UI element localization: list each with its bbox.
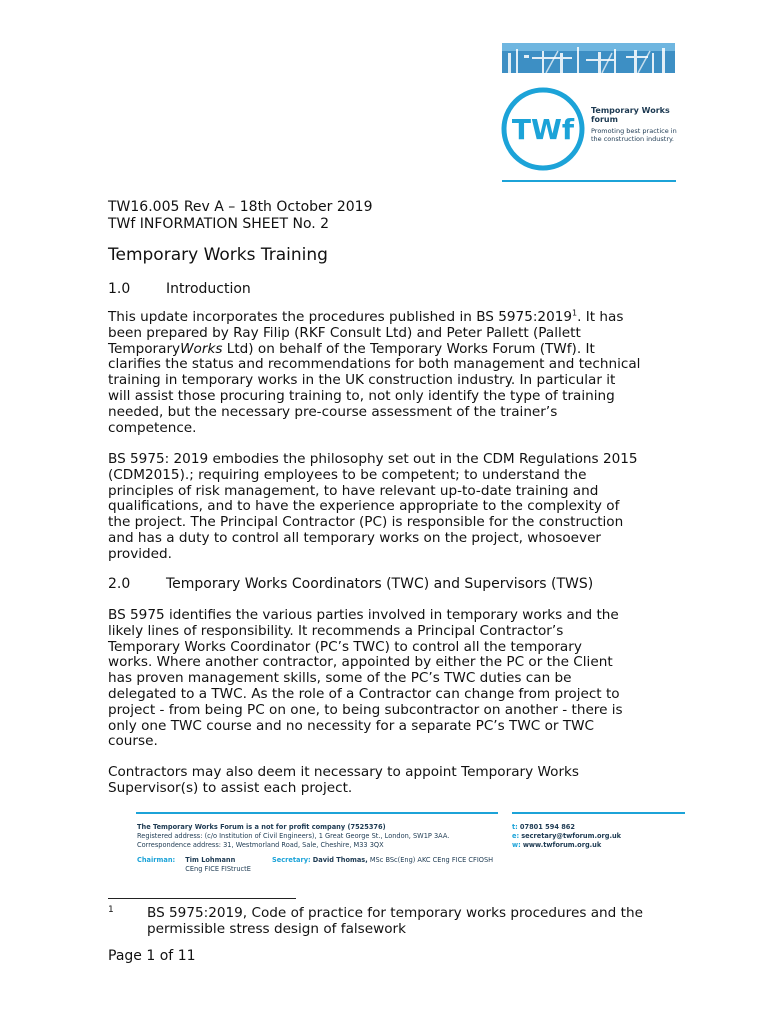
- section-2-number: 2.0: [108, 576, 131, 592]
- footer-phone: 07801 594 862: [519, 823, 575, 831]
- footer-chairman: Chairman: Tim Lohmann CEng FICE FIStructE: [137, 856, 251, 873]
- footnote-text: BS 5975:2019, Code of practice for temporary works procedures and the permissible stress design of falsework: [147, 905, 643, 937]
- footnote-divider: [108, 898, 296, 899]
- logo-tagline: Promoting best practice in the construction industry.: [591, 127, 677, 143]
- footer-email-link[interactable]: secretary@twforum.org.uk: [521, 832, 622, 840]
- document-reference: TW16.005 Rev A – 18th October 2019: [108, 199, 373, 215]
- logo-title: Temporary Works forum: [591, 106, 670, 124]
- section-2-paragraph-1: BS 5975 identifies the various parties involved in temporary works and the likely lines of responsibility. It recommends a Principal Contractor’s Temporary Works Coordinator (PC’s TWC) to control all the temporary works. Where another contractor, appointed by either the PC or the Client has proven management skills, some of the PC’s TWC duties can be delegated to a TWC. As the role of a Contractor can change from project to project - from being PC on one, to being subcontractor on another - there is only one TWC course and no necessity for a separate PC’s TWC or TWC course.: [108, 607, 623, 750]
- section-1-paragraph-1: This update incorporates the procedures published in BS 5975:2019$^1$. It has been prepared by Ray Filip (RKF Consult Ltd) and Peter Pallett (Pallett TemporaryWorks Ltd) on behalf of the Temporary Works Forum (TWf). It clarifies the status and recommendations for both management and technical training in temporary works in the UK construction industry. In particular it will assist those procuring training to, not only identify the type of training needed, but the necessary pre-course assessment of the trainer’s competence.: [108, 308, 641, 436]
- section-1-paragraph-2: BS 5975: 2019 embodies the philosophy set out in the CDM Regulations 2015 (CDM2015).; requiring employees to be competent; to understand the principles of risk management, to have relevant up-to-date training and qualifications, and to have the experience appropriate to the complexity of the project. The Principal Contractor (PC) is responsible for the construction and has a duty to control all temporary works on the project, whosoever provided.: [108, 451, 638, 562]
- footer-divider-left: [136, 812, 498, 814]
- twf-logo-icon: [500, 86, 586, 172]
- page-title: Temporary Works Training: [108, 245, 328, 265]
- footer-contact-info: t: 07801 594 862 e: secretary@twforum.org.uk w: www.twforum.org.uk: [512, 823, 622, 849]
- footnote-ref[interactable]: 1: [572, 308, 578, 318]
- footer-company-info: The Temporary Works Forum is a not for profit company (7525376) Registered address: (c/o Institution of Civil Engineers), 1 Great George St., London, SW1P 3AA. Correspondence address: 31, Westmorland Road, Sale, Cheshire, M33 3QX: [137, 823, 450, 849]
- logo-mark: TWf: [511, 113, 575, 146]
- footnote-number: 1: [108, 905, 114, 915]
- section-1-heading: Introduction: [166, 281, 251, 297]
- header-banner-image: [502, 43, 675, 73]
- section-1-number: 1.0: [108, 281, 131, 297]
- section-2-heading: Temporary Works Coordinators (TWC) and Supervisors (TWS): [166, 576, 594, 592]
- footer-secretary: Secretary: David Thomas, MSc BSc(Eng) AKC CEng FICE CFIOSH: [272, 856, 494, 864]
- header-divider: [502, 180, 676, 182]
- section-2-paragraph-2: Contractors may also deem it necessary to appoint Temporary Works Supervisor(s) to assist each project.: [108, 764, 580, 796]
- footer-website-link[interactable]: www.twforum.org.uk: [522, 841, 602, 849]
- page-number: Page 1 of 11: [108, 948, 196, 964]
- footer-divider-right: [512, 812, 685, 814]
- sheet-title: TWf INFORMATION SHEET No. 2: [108, 216, 330, 232]
